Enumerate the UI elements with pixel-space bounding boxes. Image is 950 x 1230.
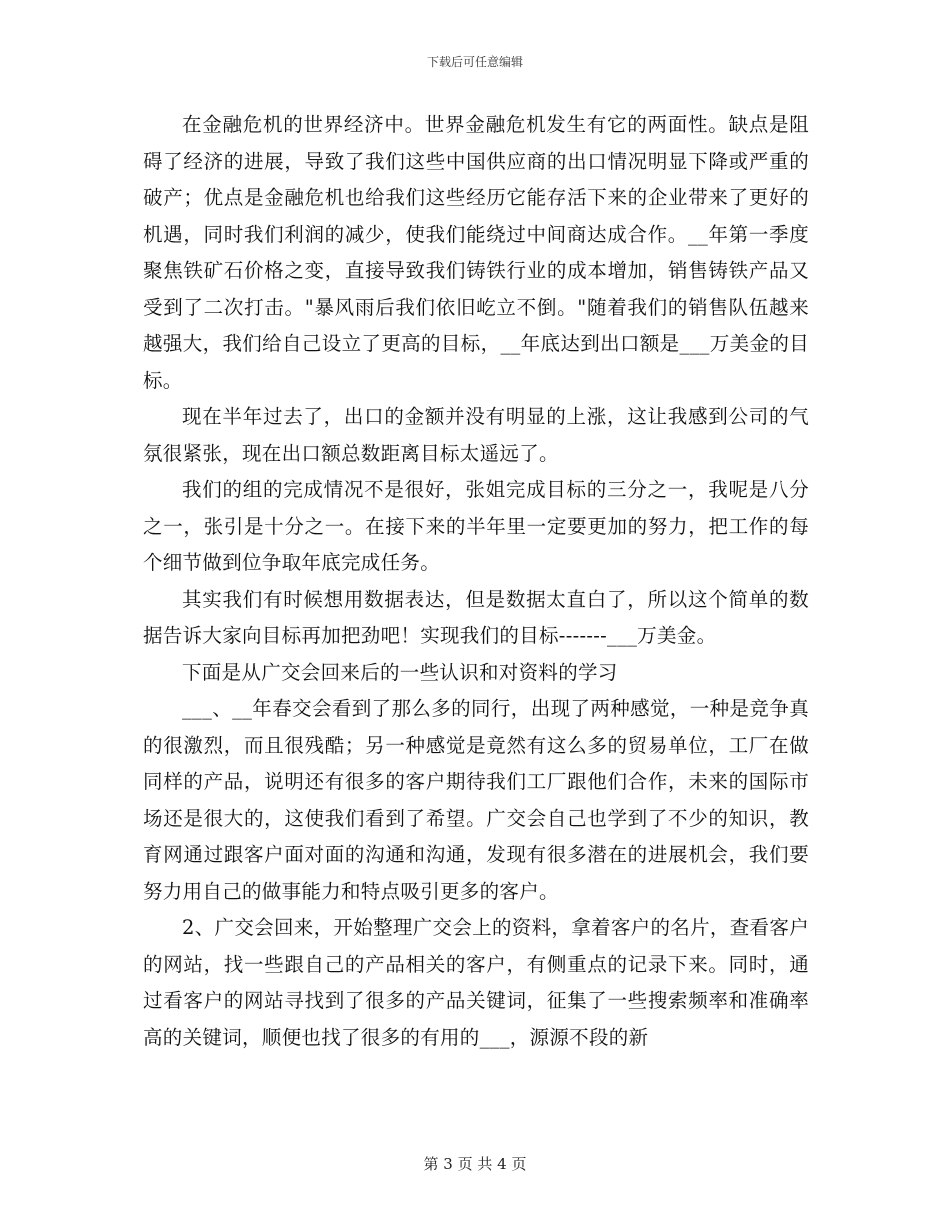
paragraph-4: 其实我们有时候想用数据表达，但是数据太直白了，所以这个简单的数据告诉大家向目标再加把劲吧！实现我们的目标-------___万美金。 [143, 587, 809, 647]
paragraph-5: 下面是从广交会回来后的一些认识和对资料的学习 [182, 660, 618, 684]
page-header-note: 下载后可任意编辑 [426, 55, 523, 69]
paragraph-1: 在金融危机的世界经济中。世界金融危机发生有它的两面性。缺点是阻碍了经济的进展，导致了我们这些中国供应商的出口情况明显下降或严重的破产；优点是金融危机也给我们这些经历它能存活下来的企业带来了更好的机遇，同时我们利润的减少，使我们能绕过中间商达成合作。__年第一季度聚焦铁矿石价格之变，直接导致我们铸铁行业的成本增加，销售铸铁产品又受到了二次打击。"暴风雨后我们依旧屹立不倒。"随着我们的销售队伍越来越强大，我们给自己设立了更高的目标，__年底达到出口额是___万美金的目标。 [143, 113, 809, 392]
paragraph-6: ___、__年春交会看到了那么多的同行，出现了两种感觉，一种是竞争真的很激烈，而且很残酷；另一种感觉是竟然有这么多的贸易单位，工厂在做同样的产品，说明还有很多的客户期待我们工厂跟他们合作，未来的国际市场还是很大的，这使我们看到了希望。广交会自己也学到了不少的知识，教育网通过跟客户面对面的沟通和沟通，发现有很多潜在的进展机会，我们要努力用自己的做事能力和特点吸引更多的客户。 [143, 697, 809, 903]
page-number-footer: 第 3 页 共 4 页 [423, 1155, 527, 1173]
paragraph-2: 现在半年过去了，出口的金额并没有明显的上涨，这让我感到公司的气氛很紧张，现在出口额总数距离目标太遥远了。 [143, 405, 809, 465]
paragraph-7: 2、广交会回来，开始整理广交会上的资料，拿着客户的名片，查看客户的网站，找一些跟自己的产品相关的客户，有侧重点的记录下来。同时，通过看客户的网站寻找到了很多的产品关键词，征集了一些搜索频率和准确率高的关键词，顺便也找了很多的有用的___，源源不段的新 [143, 916, 809, 1049]
document-body [143, 107, 809, 1056]
paragraph-3: 我们的组的完成情况不是很好，张姐完成目标的三分之一，我呢是八分之一，张引是十分之一。在接下来的半年里一定要更加的努力，把工作的每个细节做到位争取年底完成任务。 [143, 478, 809, 574]
